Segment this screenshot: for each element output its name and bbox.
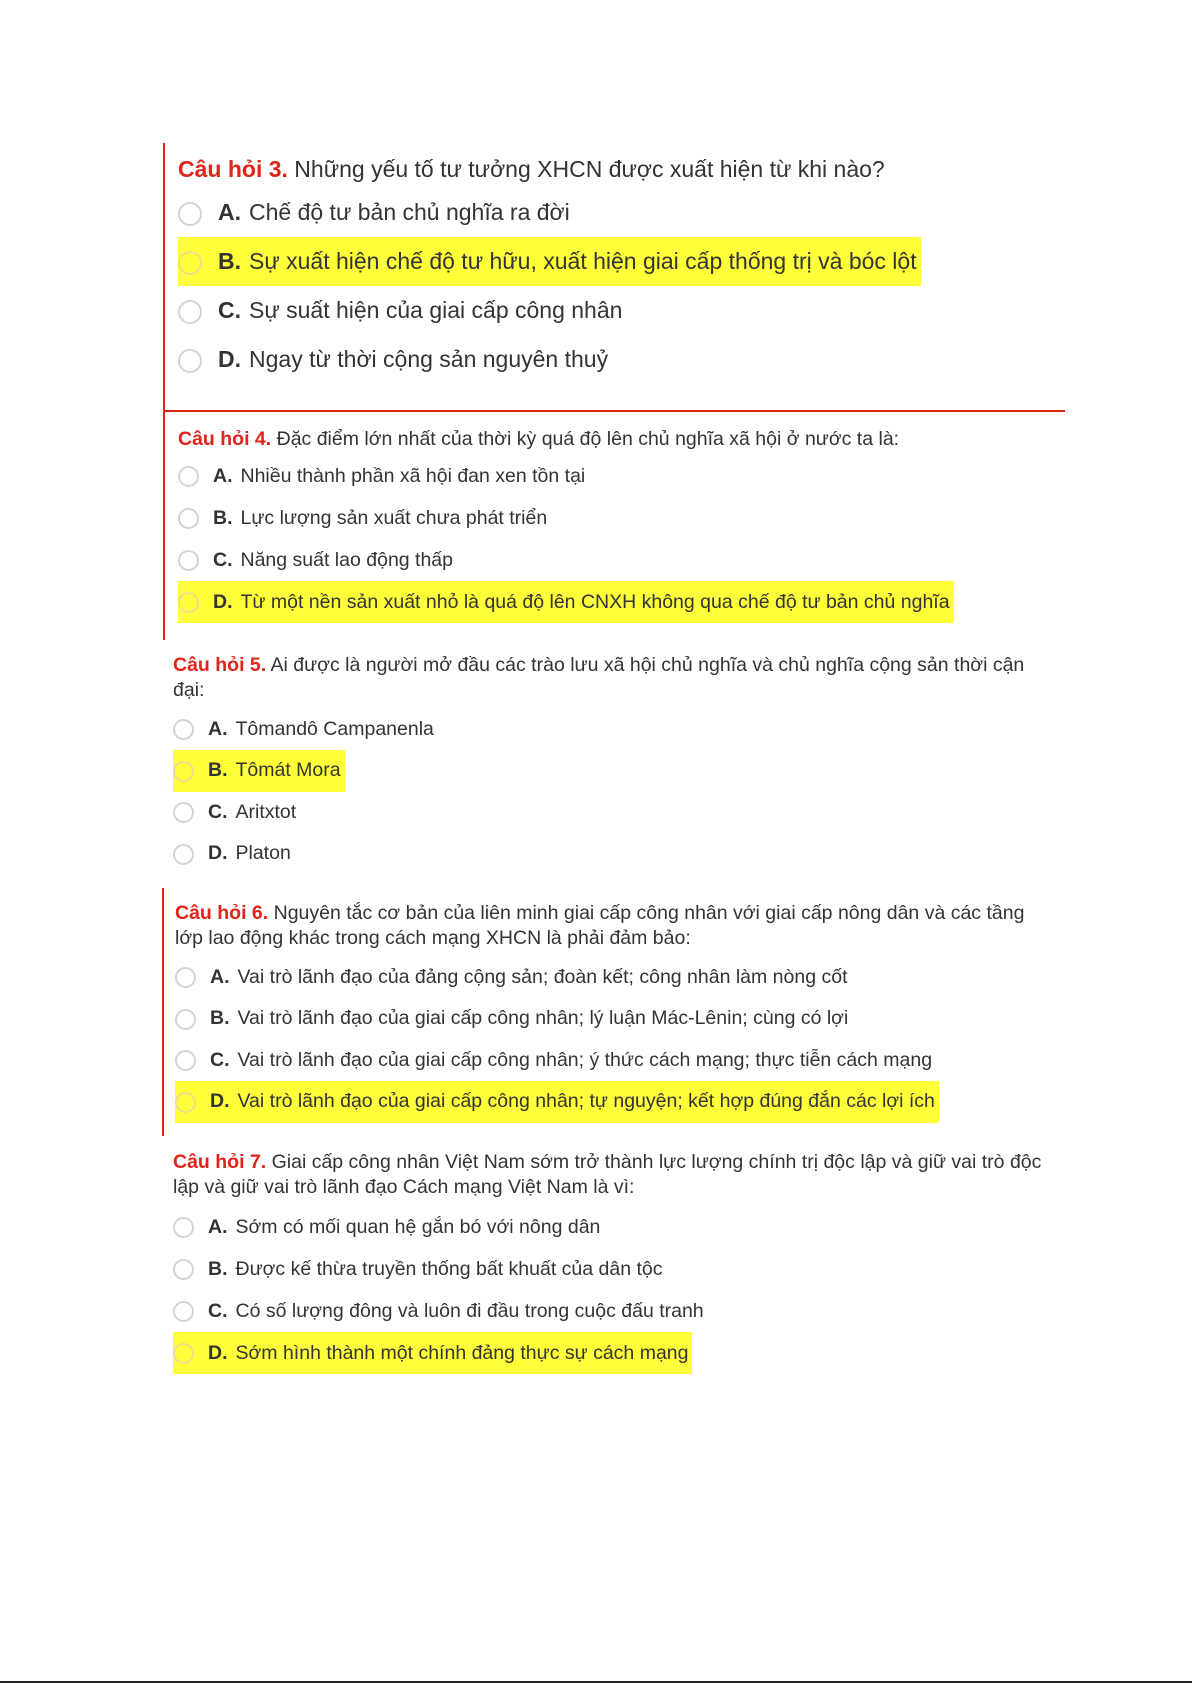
option-d[interactable]: D. Platon	[173, 833, 1053, 875]
question-5	[173, 653, 1053, 875]
radio-icon[interactable]	[178, 550, 199, 571]
q3-bottom-rule	[163, 410, 1065, 412]
radio-icon[interactable]	[178, 251, 202, 275]
radio-icon[interactable]	[175, 1092, 196, 1113]
question-text: Nguyên tắc cơ bản của liên minh giai cấp công nhân với giai cấp nông dân và các tầng lớp lao động khác trong cách mạng XHCN là phải đảm bảo:	[175, 902, 1025, 949]
radio-icon[interactable]	[173, 719, 194, 740]
radio-icon[interactable]	[173, 1343, 194, 1364]
radio-icon[interactable]	[178, 202, 202, 226]
option-a[interactable]: A. Nhiều thành phần xã hội đan xen tồn tại	[178, 455, 1058, 497]
q3-left-rule	[163, 143, 165, 411]
radio-icon[interactable]	[178, 592, 199, 613]
q4-left-rule	[163, 412, 165, 640]
option-b[interactable]: B. Tômát Mora	[173, 750, 1053, 792]
radio-icon[interactable]	[175, 1050, 196, 1071]
question-6	[175, 901, 1055, 1123]
question-heading	[178, 427, 1058, 452]
radio-icon[interactable]	[178, 300, 202, 324]
option-c[interactable]: C. Sự suất hiện của giai cấp công nhân	[178, 286, 921, 335]
question-label: Câu hỏi 4.	[178, 428, 272, 450]
option-a[interactable]: A. Tômandô Campanenla	[173, 709, 1053, 751]
question-heading	[173, 1150, 1053, 1200]
radio-icon[interactable]	[173, 761, 194, 782]
option-d[interactable]: D. Ngay từ thời cộng sản nguyên thuỷ	[178, 335, 921, 384]
option-d[interactable]: D. Từ một nền sản xuất nhỏ là quá độ lên CNXH không qua chế độ tư bản chủ nghĩa	[178, 581, 1058, 623]
question-7	[173, 1150, 1053, 1374]
option-a[interactable]: A. Sớm có mối quan hệ gắn bó với nông dân	[173, 1206, 1053, 1248]
option-c[interactable]: C. Vai trò lãnh đạo của giai cấp công nhân; ý thức cách mạng; thực tiễn cách mạng	[175, 1040, 1055, 1082]
question-text: Ai được là người mở đầu các trào lưu xã hội chủ nghĩa và chủ nghĩa cộng sản thời cận đại:	[173, 654, 1025, 701]
radio-icon[interactable]	[173, 1301, 194, 1322]
radio-icon[interactable]	[178, 508, 199, 529]
question-label: Câu hỏi 5.	[173, 654, 267, 676]
radio-icon[interactable]	[173, 844, 194, 865]
question-3	[178, 155, 921, 384]
option-a[interactable]: A. Vai trò lãnh đạo của đảng cộng sản; đoàn kết; công nhân làm nòng cốt	[175, 957, 1055, 999]
question-heading	[175, 901, 1055, 951]
radio-icon[interactable]	[173, 802, 194, 823]
option-c[interactable]: C. Aritxtot	[173, 792, 1053, 834]
radio-icon[interactable]	[175, 1009, 196, 1030]
option-b[interactable]: B. Sự xuất hiện chế độ tư hữu, xuất hiện giai cấp thống trị và bóc lột	[178, 237, 921, 286]
option-d[interactable]: D. Sớm hình thành một chính đảng thực sự cách mạng	[173, 1332, 1053, 1374]
question-heading	[178, 155, 921, 184]
option-c[interactable]: C. Năng suất lao động thấp	[178, 539, 1058, 581]
question-4	[178, 427, 1058, 623]
question-text: Những yếu tố tư tưởng XHCN được xuất hiện từ khi nào?	[294, 156, 885, 182]
radio-icon[interactable]	[175, 967, 196, 988]
option-b[interactable]: B. Lực lượng sản xuất chưa phát triển	[178, 497, 1058, 539]
q6-left-rule	[162, 888, 164, 1136]
radio-icon[interactable]	[173, 1259, 194, 1280]
page-bottom-rule	[0, 1681, 1192, 1683]
question-label: Câu hỏi 7.	[173, 1151, 267, 1173]
question-heading	[173, 653, 1053, 703]
radio-icon[interactable]	[173, 1217, 194, 1238]
option-b[interactable]: B. Vai trò lãnh đạo của giai cấp công nhân; lý luận Mác-Lênin; cùng có lợi	[175, 998, 1055, 1040]
option-a[interactable]: A. Chế độ tư bản chủ nghĩa ra đời	[178, 188, 921, 237]
option-d[interactable]: D. Vai trò lãnh đạo của giai cấp công nhân; tự nguyện; kết hợp đúng đắn các lợi ích	[175, 1081, 1055, 1123]
question-text: Đặc điểm lớn nhất của thời kỳ quá độ lên chủ nghĩa xã hội ở nước ta là:	[276, 428, 900, 450]
question-label: Câu hỏi 3.	[178, 156, 288, 182]
question-text: Giai cấp công nhân Việt Nam sớm trở thành lực lượng chính trị độc lập và giữ vai trò độc lập và giữ vai trò lãnh đạo Cách mạng Việt Nam là vì:	[173, 1151, 1042, 1198]
radio-icon[interactable]	[178, 349, 202, 373]
option-b[interactable]: B. Được kế thừa truyền thống bất khuất của dân tộc	[173, 1248, 1053, 1290]
option-c[interactable]: C. Có số lượng đông và luôn đi đầu trong cuộc đấu tranh	[173, 1290, 1053, 1332]
radio-icon[interactable]	[178, 466, 199, 487]
question-label: Câu hỏi 6.	[175, 902, 269, 924]
